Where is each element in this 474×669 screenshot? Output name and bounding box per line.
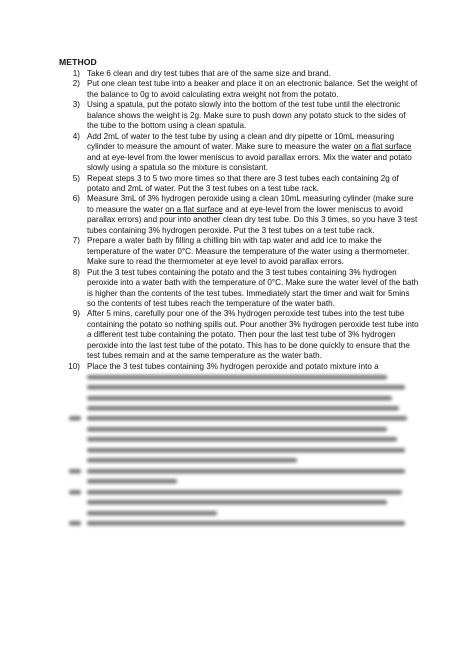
step-text: Put one clean test tube into a beaker and place it on an electronic balance. Set the weight of the balance to 0g to avoid calculating extra weight not from the potato. — [87, 79, 418, 99]
step-text-part: and at eye-level from the lower meniscus to avoid parallax errors) and pour into another clean dry test tube. Do this 3 times, so you have 3 test tubes containing 3% hydrogen peroxide. Put the 3 test tubes on a test tube rack. — [87, 204, 418, 235]
step-number: 4) — [72, 131, 80, 141]
step-text: Place the 3 test tubes containing 3% hydrogen peroxide and potato mixture into a — [87, 361, 379, 371]
step-4 — [59, 132, 419, 174]
step-text: After 5 mins, carefully pour one of the 3% hydrogen peroxide test tubes into the test tube containing the potato so nothing spills out. Pour another 3% hydrogen peroxide test tube into a different test tube containing the potato. Then pour the last test tube of 3% hydrogen peroxide into the last test tube of the potato. This has to be done quickly to ensure that the test tubes remain and at the same temperature as the water bath. — [87, 309, 419, 361]
step-number: 5) — [72, 173, 80, 183]
step-8 — [59, 268, 419, 310]
step-number: 2) — [72, 79, 80, 89]
step-text: Put the 3 test tubes containing the potato and the 3 test tubes containing 3% hydrogen peroxide into a water bath with the temperature of 0°C. Make sure the water level of the bath is higher than the contents of the test tubes. Immediately start the timer and wait for 5mins so the contents of test tubes reach the temperature of the water bath. — [87, 267, 419, 308]
step-2 — [59, 79, 419, 100]
step-9 — [59, 309, 419, 361]
step-text: Take 6 clean and dry test tubes that are of the same size and brand. — [87, 69, 331, 78]
blurred-content — [59, 372, 419, 577]
underlined-phrase: on a flat surface — [353, 142, 412, 152]
step-text: Using a spatula, put the potato slowly into the bottom of the test tube until the electronic balance shows the weight is 2g. Make sure to push down any potato stuck to the sides of the tube to the bottom using a clean spatula. — [87, 100, 406, 131]
blurred-text-lines — [59, 372, 419, 572]
step-6 — [59, 194, 419, 236]
step-text-part: Add 2mL of water to the test tube by using a clean and dry pipette or 10mL measuring cylinder to measure the amount of water. Make sure to measure the water — [87, 131, 395, 152]
step-text-part: and at eye-level from the lower meniscus to avoid parallax errors. Mix the water and potato slowly using a spatula so the mixture is consistant. — [87, 152, 412, 173]
step-number: 7) — [72, 236, 80, 246]
step-number: 10) — [68, 361, 80, 371]
step-number: 8) — [72, 267, 80, 277]
method-heading: METHOD — [59, 57, 97, 67]
step-text — [87, 194, 419, 236]
step-number: 1) — [72, 69, 80, 78]
step-text — [87, 132, 419, 174]
step-7 — [59, 236, 419, 267]
method-steps — [59, 69, 419, 577]
step-number: 3) — [72, 100, 80, 110]
step-10 — [59, 362, 419, 372]
step-text: Prepare a water bath by filling a chilling bin with tap water and add ice to make the temperature of the water 0°C. Measure the temperature of the water using a thermometer. Make sure to read the thermometer at eye level to avoid parallax errors. — [87, 236, 410, 267]
step-number: 6) — [72, 194, 80, 204]
step-text: Repeat steps 3 to 5 two more times so that there are 3 test tubes each containing 2g of potato and 2mL of water. Put the 3 test tubes on a test tube rack. — [87, 173, 399, 193]
step-number: 9) — [72, 309, 80, 319]
step-5 — [59, 174, 419, 195]
step-text-part: Measure 3mL of 3% hydrogen peroxide using a clean 10mL measuring cylinder (make sure to measure the water — [87, 194, 414, 214]
step-3 — [59, 100, 419, 131]
step-1 — [59, 69, 419, 79]
underlined-phrase: on a flat surface — [165, 204, 223, 214]
